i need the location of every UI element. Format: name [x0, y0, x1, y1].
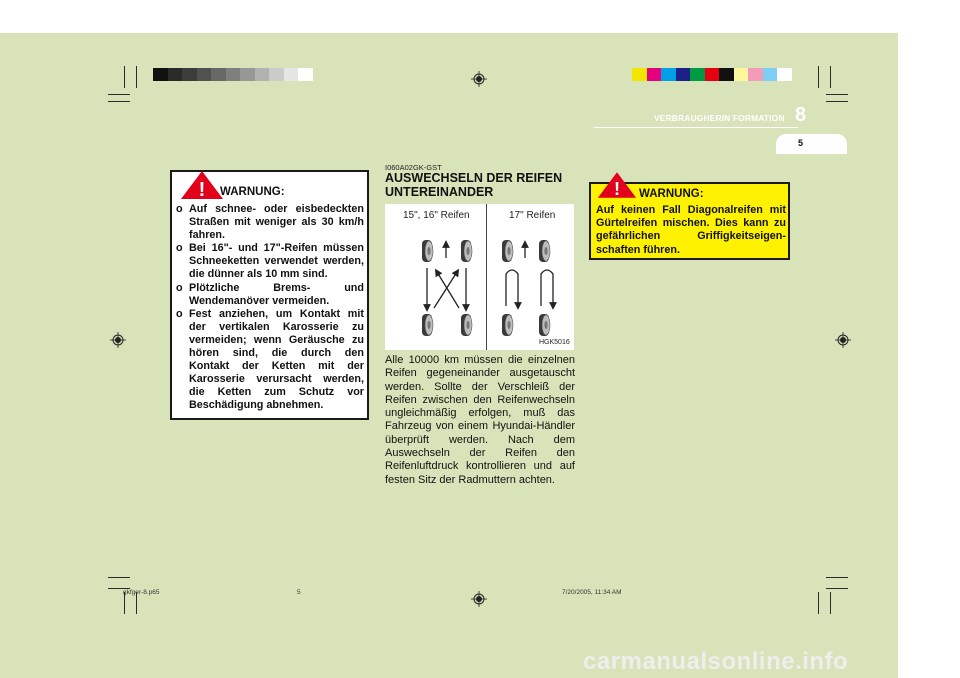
- color-swatch: [182, 68, 197, 81]
- exclamation-triangle-icon: [180, 170, 224, 200]
- svg-text:!: !: [613, 179, 621, 199]
- warning-list: [176, 203, 364, 413]
- tire-icon: [502, 314, 513, 336]
- tire-rotation-figure: [385, 204, 574, 350]
- tire-icon: [539, 240, 550, 262]
- footer-file: gkfger-8.p65: [123, 589, 160, 596]
- warning-box-tire-mixing: [589, 179, 790, 260]
- figure-label-left: 15", 16" Reifen: [403, 210, 470, 221]
- section-title: AUSWECHSELN DER REIFEN UNTEREINANDER: [385, 171, 563, 199]
- color-swatch: [676, 68, 691, 81]
- page-number-tab: [776, 134, 847, 154]
- warning-list-item: [176, 282, 364, 308]
- color-swatch: [298, 68, 313, 81]
- warning-list-item: [176, 203, 364, 242]
- header-divider: [594, 127, 798, 128]
- bullet: o: [176, 203, 183, 215]
- color-swatch: [690, 68, 705, 81]
- color-swatch: [168, 68, 183, 81]
- chapter-number: 8: [795, 104, 807, 126]
- exclamation-triangle-icon: [597, 170, 637, 200]
- warning-heading: WARNUNG:: [639, 188, 704, 200]
- bullet: o: [176, 281, 183, 294]
- watermark: carmanualsonline.info: [583, 648, 849, 675]
- color-swatch: [719, 68, 734, 81]
- tire-icon: [461, 240, 472, 262]
- tire-icon: [502, 240, 513, 262]
- footer-page: 5: [297, 589, 301, 596]
- color-swatch: [255, 68, 270, 81]
- tire-icon: [422, 240, 433, 262]
- color-bar-left: [153, 68, 313, 81]
- registration-mark-icon: [110, 332, 126, 348]
- warning-item-text: Fest anziehen, um Kontakt mit der vertikalen Karosserie zu vermeiden; wenn Geräusche zu hören sind, die durch den Kontakt der Ketten mit der Karosserie verursacht werden, die Ketten zum Schutz vor Beschädigung abnehmen.: [189, 307, 364, 412]
- tire-rotation-diagram: [385, 204, 574, 350]
- color-swatch: [661, 68, 676, 81]
- color-swatch: [284, 68, 299, 81]
- bullet: o: [176, 242, 183, 255]
- figure-label-right: 17" Reifen: [509, 210, 556, 221]
- page-number: 5: [798, 138, 804, 148]
- warning-heading: WARNUNG:: [220, 186, 285, 198]
- figure-code: HGK5016: [539, 339, 570, 346]
- color-swatch: [748, 68, 763, 81]
- color-swatch: [211, 68, 226, 81]
- footer-date: 7/20/2005, 11:34 AM: [562, 589, 622, 596]
- color-swatch: [763, 68, 778, 81]
- section-body: Alle 10000 km müssen die einzelnen Reifen gegeneinander ausgetauscht werden. Sollte der Verschleiß der Reifen zwischen den Reifenwechseln ungleichmäßig erfolgen, muß das Fahrzeug von einem Hyundai-Händler überprüft werden. Nach dem Auswechseln der Reifen den Reifenluftdruck kontrollieren und auf festen Sitz der Radmuttern achten.: [385, 354, 575, 486]
- warning-item-text: Bei 16"- und 17"-Reifen müssen Schneeketten verwendet werden, die dünner als 10 mm sind.: [189, 242, 364, 281]
- color-swatch: [734, 68, 749, 81]
- warning-item-text: Plötzliche Brems- und Wendemanöver vermeiden.: [189, 281, 364, 307]
- tire-icon: [539, 314, 550, 336]
- color-swatch: [632, 68, 647, 81]
- color-swatch: [777, 68, 792, 81]
- warning-list-item: [176, 242, 364, 281]
- registration-mark-icon: [471, 71, 487, 87]
- warning-text: Auf keinen Fall Diagonalreifen mit Gürtelreifen mischen. Dies kann zu gefährlichen Griffigkeitseigen-schaften führen.: [596, 204, 786, 256]
- warning-list-item: [176, 308, 364, 413]
- tire-icon: [461, 314, 472, 336]
- color-swatch: [226, 68, 241, 81]
- svg-text:!: !: [198, 179, 206, 200]
- color-swatch: [240, 68, 255, 81]
- color-swatch: [153, 68, 168, 81]
- color-swatch: [269, 68, 284, 81]
- tire-icon: [422, 314, 433, 336]
- chapter-title: VERBRAUGHERIN FORMATION: [654, 113, 785, 123]
- warning-item-text: Auf schnee- oder eisbedeckten Straßen mit weniger als 30 km/h fahren.: [189, 203, 364, 242]
- registration-mark-icon: [471, 591, 487, 607]
- bullet: o: [176, 307, 183, 320]
- warning-box-chains: [170, 170, 369, 420]
- color-bar-right: [632, 68, 792, 81]
- color-swatch: [705, 68, 720, 81]
- section-code: I060A02GK-GST: [385, 163, 442, 172]
- color-swatch: [197, 68, 212, 81]
- color-swatch: [647, 68, 662, 81]
- registration-mark-icon: [835, 332, 851, 348]
